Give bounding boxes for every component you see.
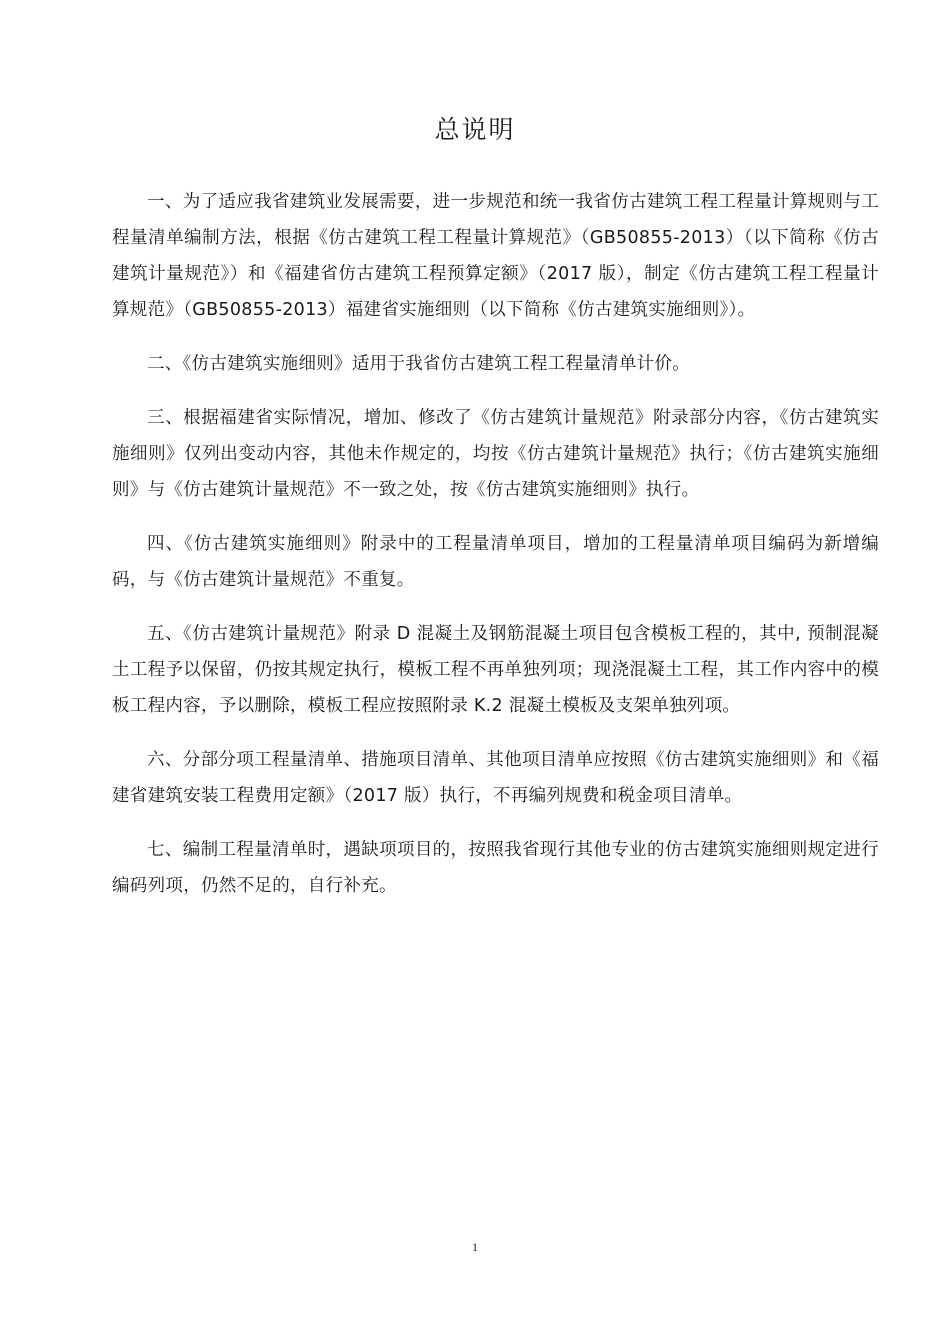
page-number: 1: [472, 1240, 478, 1254]
page-title: 总说明: [434, 115, 516, 144]
body-text: [112, 184, 879, 922]
paragraph-1: 一、为了适应我省建筑业发展需要，进一步规范和统一我省仿古建筑工程工程量计算规则与工程量清单编制方法，根据《仿古建筑工程工程量计算规范》（GB50855-2013）（以下简称《仿古建筑计量规范》）和《福建省仿古建筑工程预算定额》（2017 版），制定《仿古建筑工程工程量计算规范》（GB50855-2013）福建省实施细则（以下简称《仿古建筑实施细则》）。: [112, 192, 879, 320]
paragraph-6: 六、分部分项工程量清单、措施项目清单、其他项目清单应按照《仿古建筑实施细则》和《福建省建筑安装工程费用定额》（2017 版）执行，不再编列规费和税金项目清单。: [112, 750, 879, 806]
paragraph-7: 七、编制工程量清单时，遇缺项项目的，按照我省现行其他专业的仿古建筑实施细则规定进行编码列项，仍然不足的，自行补充。: [112, 840, 879, 896]
paragraph-2: 二、《仿古建筑实施细则》适用于我省仿古建筑工程工程量清单计价。: [147, 354, 691, 374]
paragraph-5: 五、《仿古建筑计量规范》附录 D 混凝土及钢筋混凝土项目包含模板工程的，其中, 预制混凝土工程予以保留，仍按其规定执行，模板工程不再单独列项；现浇混凝土工程，其工作内容中的模板工程内容，予以删除，模板工程应按照附录 K.2 混凝土模板及支架单独列项。: [112, 624, 879, 716]
paragraph-3: 三、根据福建省实际情况，增加、修改了《仿古建筑计量规范》附录部分内容，《仿古建筑实施细则》仅列出变动内容，其他未作规定的，均按《仿古建筑计量规范》执行；《仿古建筑实施细则》与《仿古建筑计量规范》不一致之处，按《仿古建筑实施细则》执行。: [112, 408, 879, 500]
paragraph-4: 四、《仿古建筑实施细则》附录中的工程量清单项目，增加的工程量清单项目编码为新增编码，与《仿古建筑计量规范》不重复。: [112, 534, 879, 590]
